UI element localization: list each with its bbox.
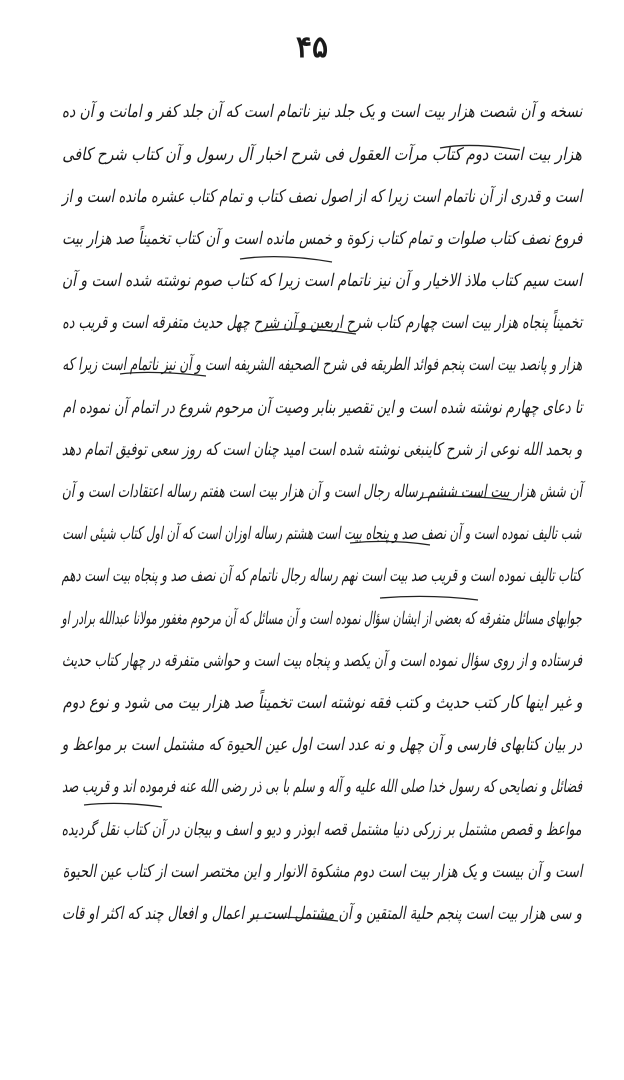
- manuscript-line-text: کتاب تالیف نموده است و قریب صد بیت است نهم رساله رجال ناتمام که آن نصف صد و پنجاه بیت است دهم: [62, 566, 582, 587]
- manuscript-line-text: تا دعای چهارم نوشته شده است و این تقصیر بنابر وصیت آن مرحوم شروع در اتمام آن نموده ام: [62, 397, 582, 418]
- manuscript-line-text: است و قدری از آن ناتمام است زیرا که از اصول نصف کتاب و تمام کتاب عشره مانده است و از: [61, 186, 582, 207]
- manuscript-line: [62, 514, 582, 556]
- manuscript-line: [62, 219, 582, 261]
- manuscript-line: [62, 345, 582, 387]
- manuscript-text-block: [62, 92, 582, 936]
- manuscript-line: [62, 851, 582, 893]
- manuscript-line: [62, 472, 582, 514]
- manuscript-line: [62, 92, 582, 134]
- manuscript-line: [62, 556, 582, 598]
- manuscript-line-text: فضائل و نصایحی که رسول خدا صلی الله علیه و آله و سلم با بی ذر رضی الله عنه فرموده اند و قریب صد: [61, 777, 582, 798]
- manuscript-line-text: تخمیناً پنجاه هزار بیت است چهارم کتاب شرح اربعین و آن شرح چهل حدیث متفرقه است و قریب ده: [61, 313, 582, 334]
- manuscript-line-text: فروع نصف کتاب صلوات و تمام کتاب زکوة و خمس مانده است و آن کتاب تخمیناً صد هزار بیت: [61, 228, 582, 249]
- manuscript-line-text: و سی هزار بیت است پنجم حلیة المتقین و آن مشتمل است بر اعمال و افعال چند که اکثر او قات: [61, 903, 582, 924]
- manuscript-line: [62, 683, 582, 725]
- manuscript-line-text: فرستاده و از روی سؤال نموده است و آن یکصد و پنجاه بیت است و حواشی متفرقه در چهار کتاب حدیث: [61, 650, 582, 671]
- manuscript-line: [62, 894, 582, 936]
- manuscript-line-text: جوابهای مسائل متفرقه که بعضی از ایشان سؤال نموده است و آن مسائل که آن مرحوم مغفور مولانا عبدالله برادر او: [61, 608, 582, 629]
- manuscript-line: [62, 430, 582, 472]
- page-number: ۴۵: [295, 30, 329, 65]
- manuscript-line: [62, 767, 582, 809]
- manuscript-line: [62, 261, 582, 303]
- manuscript-line-text: در بیان کتابهای فارسی و آن چهل و نه عدد است اول عین الحیوة که مشتمل است بر مواعظ و: [61, 735, 582, 756]
- manuscript-line-text: هزار بیت است دوم کتاب مرآت العقول فی شرح اخبار آل رسول و آن کتاب شرح کافی: [62, 144, 582, 165]
- manuscript-line-text: نسخه و آن شصت هزار بیت است و یک جلد نیز ناتمام است که آن جلد کفر و امانت و آن ده: [61, 102, 582, 123]
- manuscript-line-text: و بحمد الله نوعی از شرح کاینبغی نوشته شده است امید چنان است که روز سعی توفیق اتمام دهد: [61, 439, 582, 460]
- manuscript-line: [62, 134, 582, 176]
- manuscript-line-text: مواعظ و قصص مشتمل بر زرکی دنیا مشتمل قصه ابوذر و دیو و اسف و بیجان در آن کتاب نقل گردیده: [62, 819, 582, 840]
- manuscript-line: [62, 809, 582, 851]
- manuscript-line-text: است سیم کتاب ملاذ الاخیار و آن نیز ناتمام است زیرا که کتاب صوم نوشته شده است و آن: [61, 271, 582, 292]
- manuscript-line-text: و غیر اینها کار کتب حدیث و کتب فقه نوشته است تخمیناً صد هزار بیت می شود و نوع دوم: [62, 692, 582, 713]
- manuscript-line-text: است و آن بیست و یک هزار بیت است دوم مشکوة الانوار و این مختصر است از کتاب عین الحیوة: [62, 861, 582, 882]
- manuscript-line: [62, 387, 582, 429]
- manuscript-line: [62, 176, 582, 218]
- manuscript-line: [62, 598, 582, 640]
- manuscript-line-text: هزار و پانصد بیت است پنجم فوائد الطریقه فی شرح الصحیفه الشریفه است و آن نیز ناتمام است زیرا که: [62, 355, 582, 376]
- manuscript-line: [62, 640, 582, 682]
- manuscript-line: [62, 303, 582, 345]
- manuscript-line-text: آن شش هزار بیت است ششم رساله رجال است و آن هزار بیت است هفتم رساله اعتقادات است و آن: [61, 482, 582, 503]
- manuscript-line-text: شب تالیف نموده است و آن نصف صد و پنجاه بیت است هشتم رساله اوزان است که آن اول کتاب شیئی است: [62, 524, 582, 545]
- manuscript-line: [62, 725, 582, 767]
